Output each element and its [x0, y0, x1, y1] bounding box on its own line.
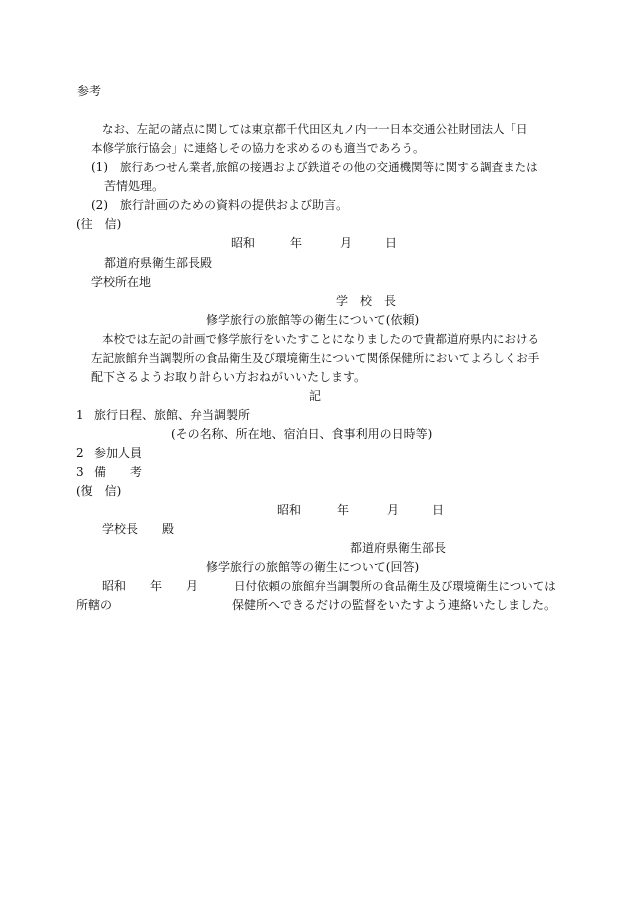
- list-item-1-number: 1: [76, 408, 84, 422]
- ki-heading: 記: [309, 389, 322, 403]
- outgoing-date-year: 年: [290, 236, 303, 250]
- reply-addressee: 学校長 殿: [102, 522, 175, 536]
- outgoing-body-line-2: 左記旅館弁当調製所の食品衛生及び環境衛生について関係保健所においてよろしくお手: [91, 351, 540, 365]
- outgoing-addressee: 都道府県衛生部長殿: [104, 256, 213, 270]
- note-paragraph-line-1: なお、左記の諸点に関しては東京都千代田区丸ノ内一一日本交通公社財団法人「日: [102, 122, 528, 136]
- reply-body-line-2a: 所轄の: [76, 598, 113, 612]
- outgoing-date-month: 月: [340, 236, 353, 250]
- outgoing-date-era: 昭和: [231, 236, 256, 250]
- note-item-1-line-2: 苦情処理。: [104, 179, 165, 193]
- reference-heading: 参考: [77, 84, 102, 98]
- reply-date-month: 月: [387, 503, 400, 517]
- outgoing-body-line-3: 配下さるようお取り計らい方おねがいいたします。: [91, 370, 367, 384]
- note-item-1-number: (1): [91, 160, 108, 174]
- outgoing-sender-location: 学校所在地: [91, 275, 152, 289]
- outgoing-subject: 修学旅行の旅館等の衛生について(依頼): [206, 313, 420, 327]
- list-item-3-number: 3: [76, 465, 84, 479]
- outgoing-body-line-1: 本校では左記の計画で修学旅行をいたすことになりましたので貴都道府県内における: [102, 332, 539, 346]
- reply-subject: 修学旅行の旅館等の衛生について(回答): [206, 560, 420, 574]
- reply-body-line-2b: 保健所へできるだけの監督をいたすよう連絡いたしました。: [232, 598, 557, 612]
- note-item-2-line-1: 旅行計画のための資料の提供および助言。: [120, 198, 349, 212]
- list-item-2-number: 2: [76, 446, 84, 460]
- list-item-2-text: 参加人員: [94, 446, 143, 460]
- reply-body-era: 昭和: [102, 579, 127, 593]
- reply-body-month: 月: [186, 579, 199, 593]
- list-item-1-sub: (その名称、所在地、宿泊日、食事利用の日時等): [171, 427, 433, 441]
- list-item-1-text: 旅行日程、旅館、弁当調製所: [94, 408, 251, 422]
- note-item-1-line-1: 旅行あつせん業者,旅館の接遇および鉄道その他の交通機関等に関する調査または: [120, 160, 538, 174]
- reply-label: (復 信): [76, 484, 122, 498]
- note-item-2-number: (2): [91, 198, 108, 212]
- reply-date-era: 昭和: [277, 503, 302, 517]
- outgoing-date-day: 日: [385, 236, 398, 250]
- reply-body-rest: 日付依頼の旅館弁当調製所の食品衛生及び環境衛生については: [234, 579, 556, 593]
- note-paragraph-line-2: 本修学旅行協会」に連絡しその協力を求めるのも適当であろう。: [91, 141, 425, 155]
- outgoing-sender: 学 校 長: [336, 294, 397, 308]
- reply-date-day: 日: [432, 503, 445, 517]
- list-item-3-text: 備 考: [94, 465, 143, 479]
- reply-body-year: 年: [150, 579, 163, 593]
- outgoing-label: (往 信): [76, 217, 122, 231]
- reply-date-year: 年: [337, 503, 350, 517]
- reply-sender: 都道府県衛生部長: [350, 541, 447, 555]
